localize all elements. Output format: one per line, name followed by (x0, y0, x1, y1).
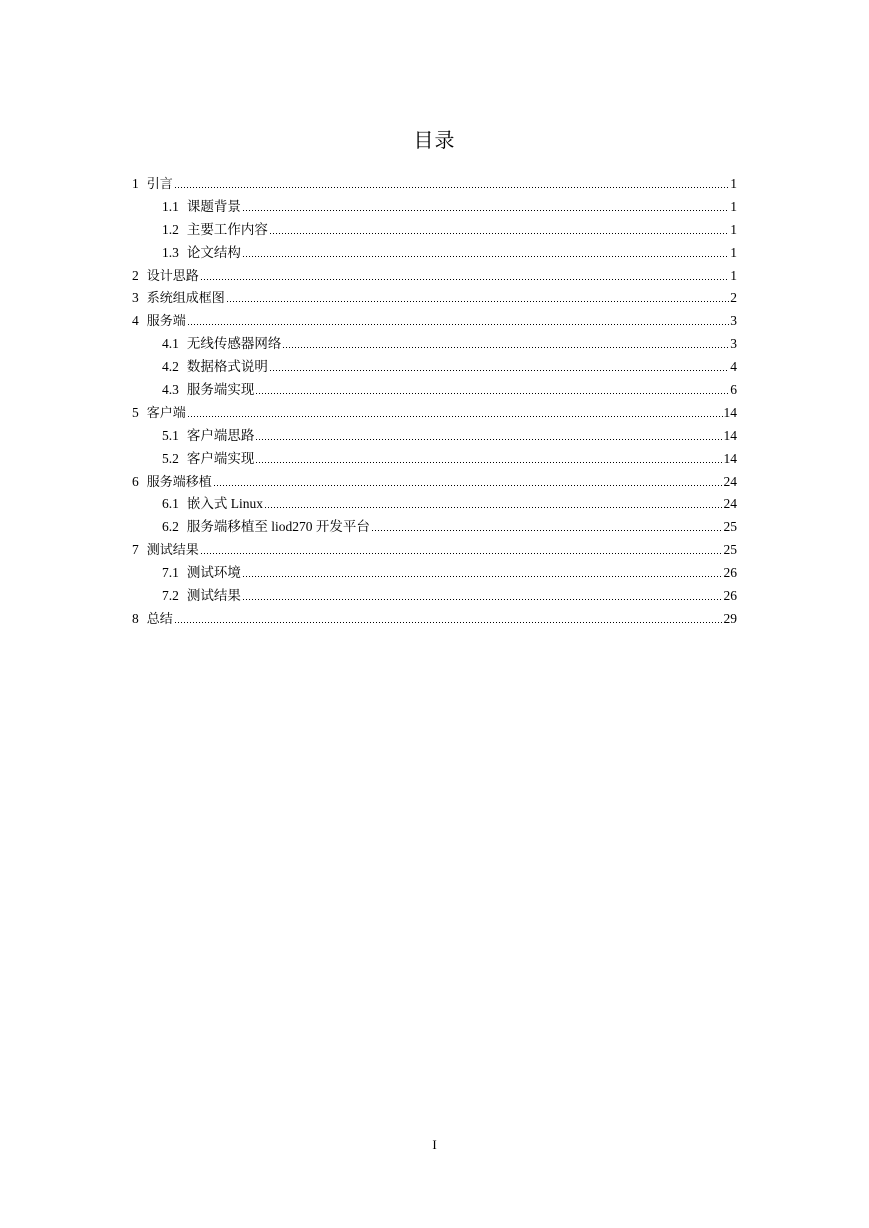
toc-section-entry[interactable] (132, 585, 737, 608)
toc-entry-label: 总结 (146, 611, 173, 627)
toc-entry-label: 客户端 (146, 405, 186, 421)
toc-entry-label: 引言 (146, 177, 173, 192)
toc-entry-page: 6 (730, 382, 737, 398)
toc-entry-label: 服务端移植 (146, 474, 212, 490)
toc-entry-number: 1.3 (162, 244, 179, 260)
toc-entry-label: 系统组成框图 (146, 291, 225, 307)
toc-dot-leader (187, 407, 723, 417)
toc-entry-page: 14 (723, 450, 737, 466)
toc-dot-leader (255, 453, 722, 463)
toc-entry-number: 1.2 (162, 221, 179, 237)
toc-entry-label: 数据格式说明 (186, 359, 268, 375)
toc-entry-number: 8 (132, 610, 139, 626)
toc-dot-leader (226, 292, 729, 302)
toc-section-entry[interactable] (132, 333, 737, 356)
toc-entry-page: 2 (730, 290, 737, 306)
toc-entry-number: 2 (132, 267, 139, 283)
toc-section-entry[interactable] (132, 379, 737, 402)
toc-entry-label: 客户端实现 (186, 450, 255, 466)
toc-section-entry[interactable] (132, 448, 737, 471)
toc-chapter-entry[interactable] (132, 608, 737, 631)
toc-entry-number: 7.2 (162, 588, 179, 604)
toc-entry-label: 测试结果 (186, 588, 241, 604)
toc-title: 目录 (413, 128, 456, 152)
toc-section-entry[interactable] (132, 242, 737, 265)
toc-entry-label: 服务端移植至 liod270 开发平台 (186, 519, 370, 535)
toc-chapter-entry[interactable] (132, 539, 737, 562)
table-of-contents (132, 173, 737, 631)
toc-entry-page: 26 (723, 588, 737, 604)
toc-chapter-entry[interactable] (132, 287, 737, 310)
toc-entry-number: 4.2 (162, 359, 179, 375)
toc-entry-page: 4 (730, 359, 737, 375)
toc-entry-number: 4.1 (162, 336, 179, 352)
toc-dot-leader (242, 567, 723, 577)
toc-entry-number: 6 (132, 473, 139, 489)
toc-entry-page: 3 (730, 336, 737, 352)
toc-entry-label: 测试结果 (146, 543, 199, 559)
toc-dot-leader (255, 384, 729, 394)
toc-section-entry[interactable] (132, 516, 737, 539)
toc-chapter-entry[interactable] (132, 310, 737, 333)
toc-dot-leader (242, 247, 729, 257)
toc-entry-label: 测试环境 (186, 565, 241, 581)
toc-chapter-entry[interactable] (132, 173, 737, 196)
toc-entry-label: 设计思路 (146, 268, 199, 284)
toc-entry-page: 29 (723, 610, 737, 626)
toc-section-entry[interactable] (132, 196, 737, 219)
toc-entry-page: 25 (723, 542, 737, 558)
toc-entry-page: 26 (723, 565, 737, 581)
toc-chapter-entry[interactable] (132, 471, 737, 494)
toc-section-entry[interactable] (132, 425, 737, 448)
toc-dot-leader (242, 590, 723, 600)
toc-dot-leader (264, 498, 723, 508)
toc-entry-number: 6.2 (162, 519, 179, 535)
toc-entry-number: 6.1 (162, 496, 179, 512)
toc-section-entry[interactable] (132, 356, 737, 379)
toc-dot-leader (200, 544, 723, 554)
toc-entry-number: 5.1 (162, 427, 179, 443)
toc-entry-page: 3 (730, 313, 737, 329)
toc-dot-leader (174, 613, 723, 623)
toc-entry-label: 服务端实现 (186, 382, 255, 398)
toc-dot-leader (255, 430, 722, 440)
toc-entry-page: 24 (723, 473, 737, 489)
toc-entry-number: 7 (132, 542, 139, 558)
toc-dot-leader (213, 476, 723, 486)
toc-entry-page: 1 (730, 176, 737, 191)
toc-dot-leader (174, 178, 729, 188)
toc-entry-label: 论文结构 (186, 244, 241, 260)
toc-entry-number: 5 (132, 404, 139, 420)
toc-chapter-entry[interactable] (132, 402, 737, 425)
toc-section-entry[interactable] (132, 219, 737, 242)
toc-dot-leader (200, 270, 729, 280)
toc-dot-leader (282, 338, 729, 348)
toc-entry-number: 4 (132, 313, 139, 329)
toc-entry-page: 1 (730, 267, 737, 283)
toc-dot-leader (269, 224, 729, 234)
toc-entry-page: 1 (730, 221, 737, 237)
toc-entry-number: 1 (132, 176, 139, 191)
toc-entry-page: 14 (723, 404, 737, 420)
toc-entry-label: 无线传感器网络 (186, 336, 282, 352)
toc-entry-page: 25 (723, 519, 737, 535)
toc-section-entry[interactable] (132, 493, 737, 516)
toc-dot-leader (371, 521, 723, 531)
toc-entry-label: 客户端思路 (186, 427, 255, 443)
toc-entry-label: 课题背景 (186, 198, 241, 214)
toc-entry-number: 5.2 (162, 450, 179, 466)
toc-entry-page: 24 (723, 496, 737, 512)
toc-entry-number: 4.3 (162, 382, 179, 398)
toc-dot-leader (242, 201, 729, 211)
toc-entry-page: 1 (730, 244, 737, 260)
toc-entry-page: 1 (730, 198, 737, 214)
toc-entry-label: 主要工作内容 (186, 221, 268, 237)
toc-entry-number: 3 (132, 290, 139, 306)
toc-entry-number: 1.1 (162, 198, 179, 214)
toc-entry-number: 7.1 (162, 565, 179, 581)
page-number: I (432, 1137, 437, 1152)
toc-entry-label: 服务端 (146, 314, 186, 330)
toc-dot-leader (269, 361, 729, 371)
toc-section-entry[interactable] (132, 562, 737, 585)
toc-entry-page: 14 (723, 427, 737, 443)
toc-entry-label: 嵌入式 Linux (186, 496, 263, 512)
toc-dot-leader (187, 315, 729, 325)
toc-chapter-entry[interactable] (132, 265, 737, 288)
